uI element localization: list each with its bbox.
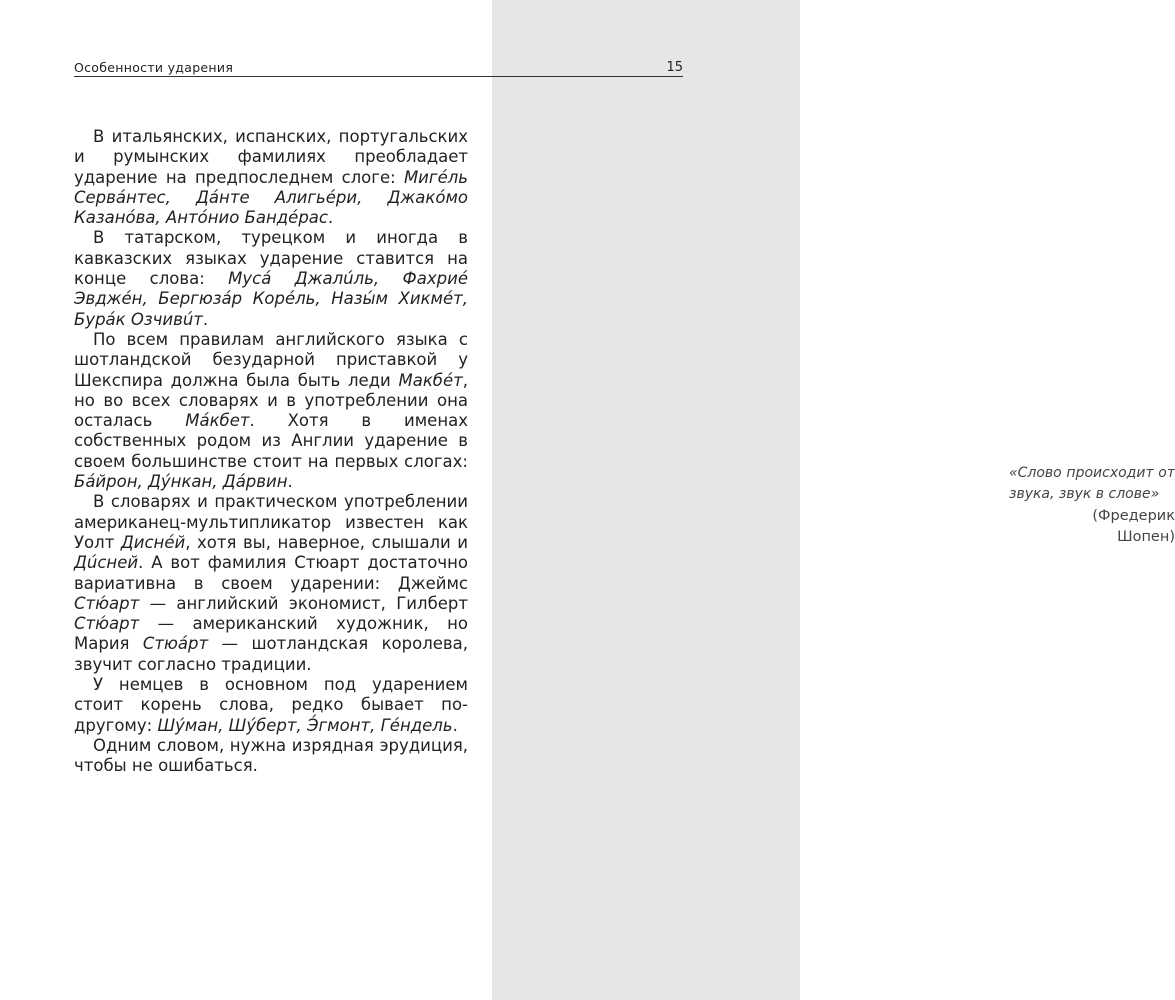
- main-text: [74, 127, 468, 777]
- text-run-italic: Дúсней: [74, 553, 139, 573]
- text-run-italic: Макбéт: [398, 370, 463, 390]
- text-run-italic: Бáйрон, Дýнкан, Дáрвин: [74, 472, 288, 492]
- quote-text: «Слово происходит от звука, звук в слове»: [1009, 465, 1175, 502]
- paragraph: [74, 492, 468, 675]
- text-run: В словарях и практическом употреблении американец-мультипликатор известен как Уолт: [74, 492, 468, 552]
- text-run: .: [202, 309, 209, 329]
- sidebar-panel: [492, 0, 1175, 1000]
- text-run: В итальянских, испанских, португальских и румынских фамилиях преобладает ударение на предпоследнем слоге:: [74, 127, 468, 187]
- text-run: В татарском, турецком и иногда в кавказских языках ударение ставится на конце слова:: [74, 228, 468, 289]
- running-title: Особенности ударения: [74, 60, 234, 75]
- quote-author: (Фредерик Шопен): [1092, 508, 1175, 545]
- sidebar-quote: [1009, 463, 1175, 548]
- text-run: .: [328, 208, 334, 228]
- text-run: . Хотя в именах собственных родом из Англии ударение в своем большинстве стоит на первых слогах:: [74, 411, 468, 471]
- text-run-italic: Стю́арт: [74, 614, 140, 634]
- text-run-italic: Шýман, Шýберт, Э́гмонт, Гéндель: [157, 715, 453, 735]
- text-run: .: [287, 472, 293, 492]
- text-run-italic: Мигéль Сервáнтес, Дáнте Алигьéри, Джакóмо Казанóва, Антóнио Бандéрас: [74, 167, 468, 228]
- text-run: — английский экономист, Гилберт: [139, 593, 468, 613]
- page-number: 15: [666, 60, 683, 75]
- text-run-italic: Диснéй: [120, 532, 186, 552]
- text-run-italic: Стюáрт: [142, 634, 209, 654]
- text-run: .: [452, 715, 458, 735]
- paragraph: [74, 736, 468, 777]
- text-run: У немцев в основном под ударением стоит корень слова, редко бывает по-другому:: [74, 675, 468, 735]
- text-run: , но во всех словарях и в употреблении она осталась: [74, 370, 468, 431]
- text-run: , хотя вы, наверное, слышали и: [185, 532, 468, 552]
- text-run: Одним словом, нужна изрядная эрудиция, чтобы не ошибаться.: [74, 735, 468, 776]
- text-run: — шотландская королева, звучит согласно традиции.: [74, 634, 468, 674]
- paragraph: [74, 228, 468, 329]
- text-run: . А вот фамилия Стюарт достаточно вариативна в своем ударении: Джеймс: [74, 553, 468, 593]
- text-run: По всем правилам английского языка с шотландской безударной приставкой у Шекспира должна была быть леди: [74, 329, 468, 390]
- text-run: — американский художник, но Мария: [74, 614, 468, 654]
- text-run-italic: Стю́арт: [74, 593, 140, 613]
- paragraph: [74, 330, 468, 492]
- paragraph: [74, 675, 468, 736]
- paragraph: [74, 127, 468, 228]
- page-header: [74, 60, 683, 77]
- text-run-italic: Мáкбет: [185, 411, 250, 431]
- text-run-italic: Мусá Джалúль, Фахриé Эвджéн, Бергюзáр Корéль, Назы́м Хикмéт, Бурáк Озчивúт: [74, 269, 468, 329]
